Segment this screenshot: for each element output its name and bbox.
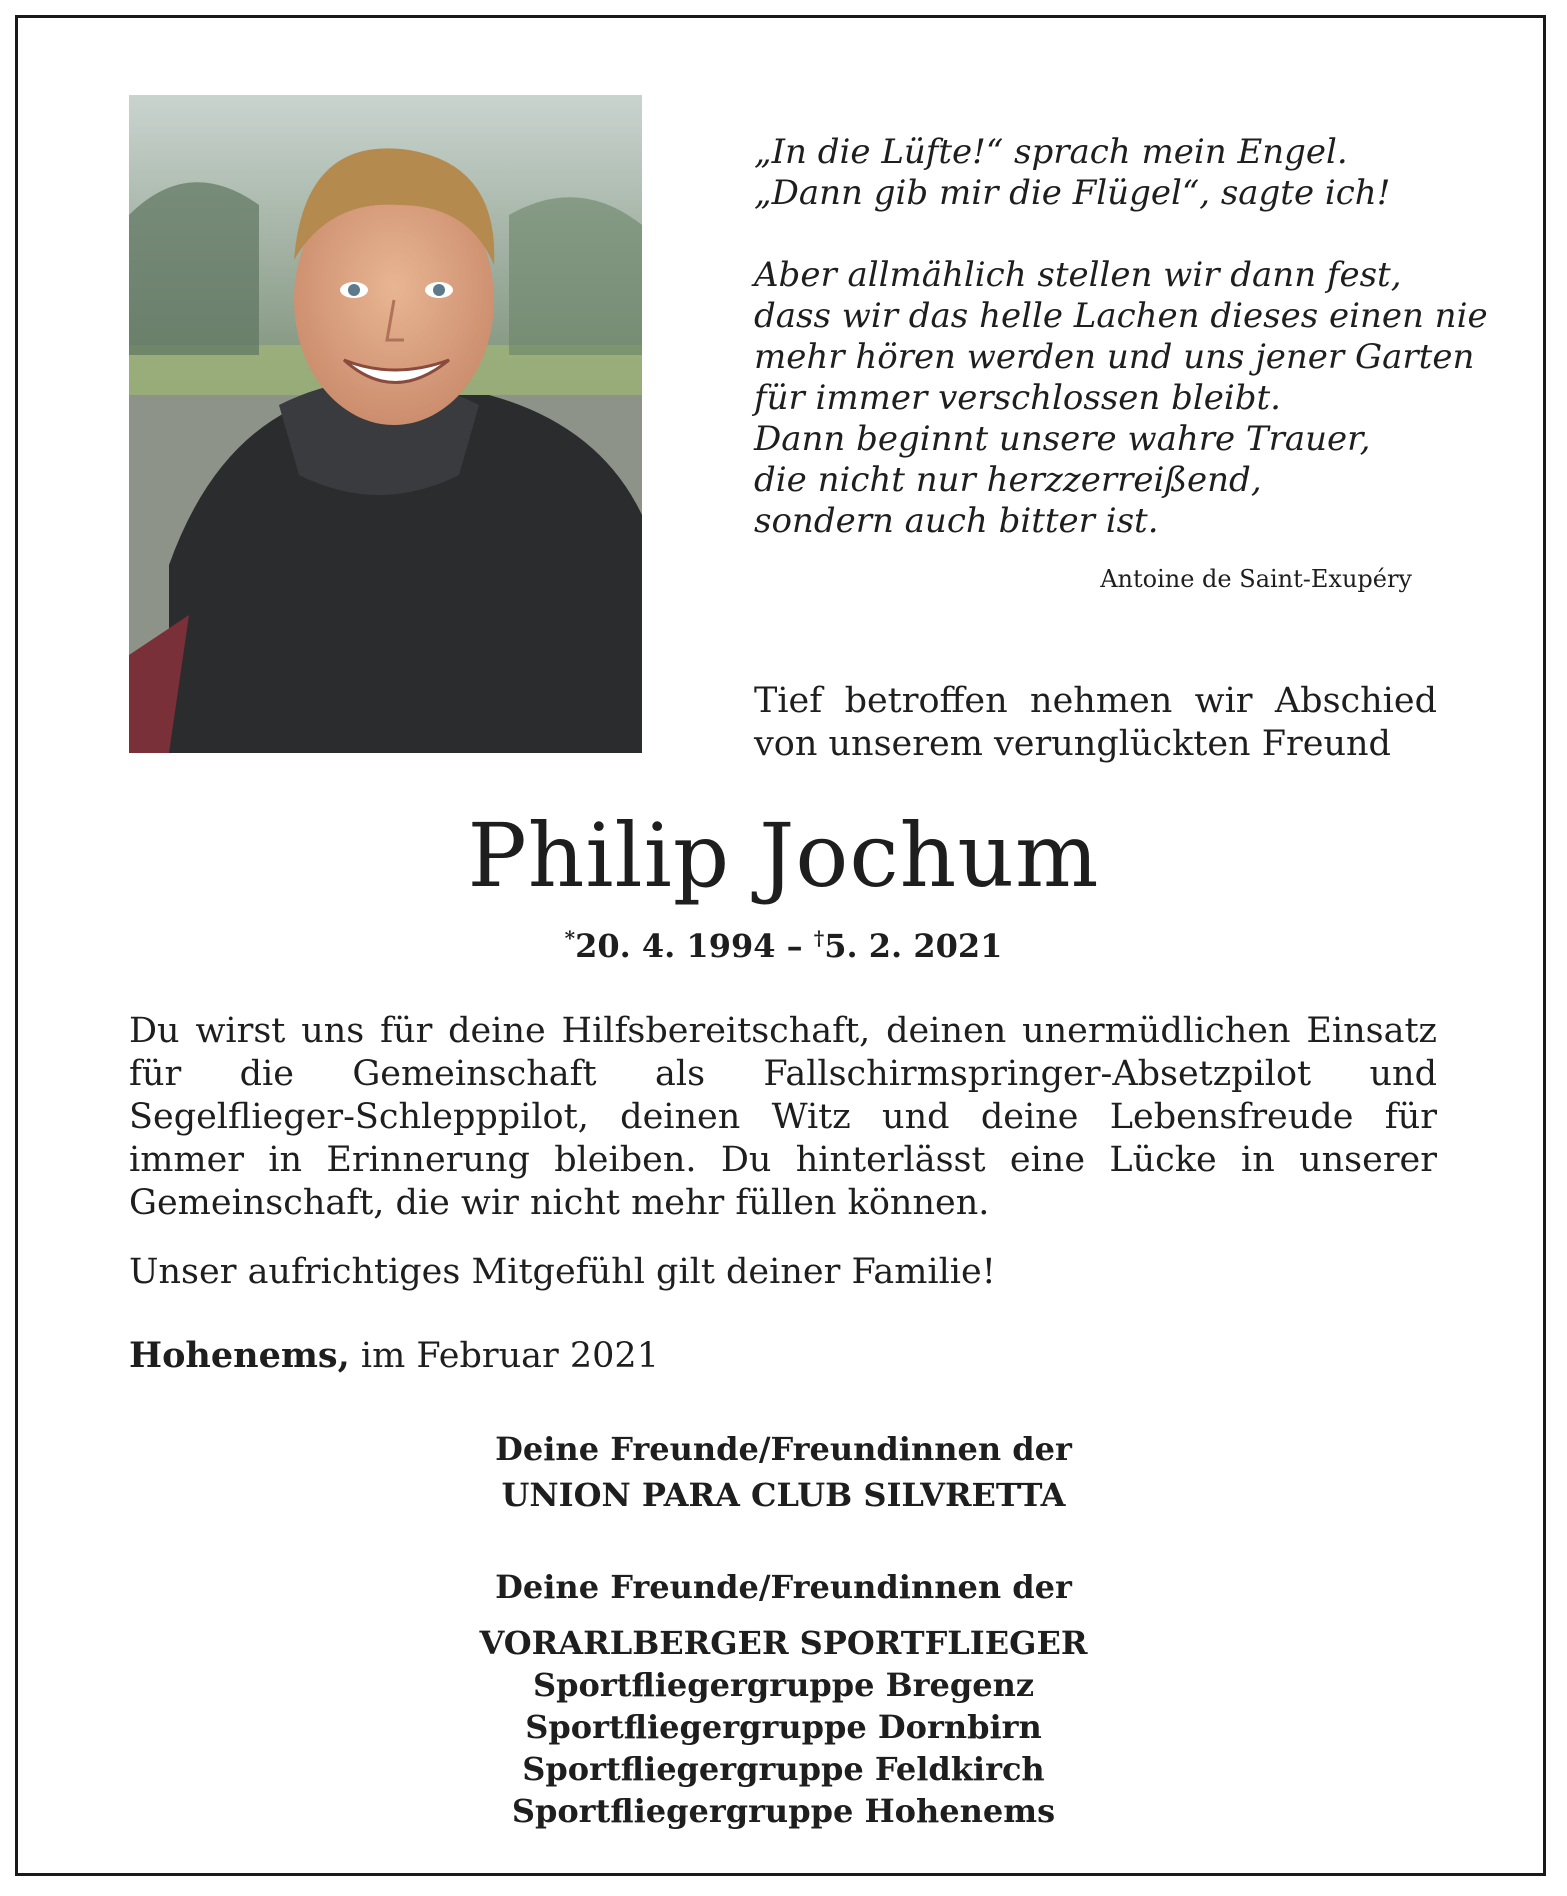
place-date: im Februar 2021 — [349, 1336, 659, 1376]
place-and-date — [129, 1334, 1437, 1378]
poem-line: dass wir das helle Lachen dieses einen nie — [754, 296, 1488, 336]
tribute-text — [129, 1010, 1437, 1225]
signer-line: Deine Freunde/Freundinnen der — [495, 1430, 1072, 1468]
poem-stanza-break — [754, 214, 1454, 255]
poem-line: Aber allmählich stellen wir dann fest, — [754, 255, 1402, 295]
portrait-photo — [129, 95, 642, 753]
portrait-illustration — [129, 95, 642, 753]
deceased-name: Philip Jochum — [467, 804, 1100, 907]
life-dates — [0, 926, 1567, 965]
intro-line: Tief betroffen nehmen wir Abschied — [754, 681, 1437, 721]
signer-club: Sportfliegergruppe Feldkirch — [522, 1750, 1045, 1788]
signer-org: VORARLBERGER SPORTFLIEGER — [479, 1624, 1088, 1662]
tribute-paragraph: Du wirst uns für deine Hilfsbereitschaft, deinen unermüdlichen Einsatz für die Gemeinschaft als Fallschirmspringer-Absetzpilot und Segelflieger-Schlepppilot, deinen Witz und deine Lebensfreude für immer in Erinnerung bleiben. Du hinterlässt eine Lücke in unserer Gemeinschaft, die wir nicht mehr füllen können. — [129, 1011, 1437, 1223]
signer-org: UNION PARA CLUB SILVRETTA — [501, 1476, 1066, 1514]
poem-line: „In die Lüfte!“ sprach mein Engel. — [754, 132, 1348, 172]
poem-line: mehr hören werden und uns jener Garten — [754, 337, 1475, 377]
date-separator: – — [775, 927, 814, 965]
condolence-text: Unser aufrichtiges Mitgefühl gilt deiner Familie! — [129, 1252, 996, 1292]
poem-line: sondern auch bitter ist. — [754, 501, 1159, 541]
poem-author: Antoine de Saint-Exupéry — [1100, 565, 1412, 593]
signer-group-2 — [0, 1566, 1567, 1832]
poem-line: für immer verschlossen bleibt. — [754, 378, 1281, 418]
poem-line: Dann beginnt unsere wahre Trauer, — [754, 419, 1371, 459]
place-city: Hohenems, — [129, 1335, 350, 1376]
signer-club: Sportfliegergruppe Hohenems — [511, 1792, 1056, 1830]
intro-line: von unserem verunglückten Freund — [754, 724, 1391, 764]
poem-line: die nicht nur herzzerreißend, — [754, 460, 1262, 500]
poem — [754, 132, 1488, 542]
signer-group-1 — [0, 1428, 1567, 1516]
death-symbol: † — [813, 926, 825, 950]
farewell-intro — [754, 680, 1437, 766]
death-date: 5. 2. 2021 — [824, 927, 1003, 965]
poem-line: „Dann gib mir die Flügel“, sagte ich! — [754, 173, 1391, 213]
signer-club: Sportfliegergruppe Dornbirn — [525, 1708, 1042, 1746]
birth-symbol: * — [564, 926, 576, 950]
signer-line: Deine Freunde/Freundinnen der — [495, 1568, 1072, 1606]
signer-club: Sportfliegergruppe Bregenz — [532, 1666, 1035, 1704]
birth-date: 20. 4. 1994 — [575, 927, 776, 965]
